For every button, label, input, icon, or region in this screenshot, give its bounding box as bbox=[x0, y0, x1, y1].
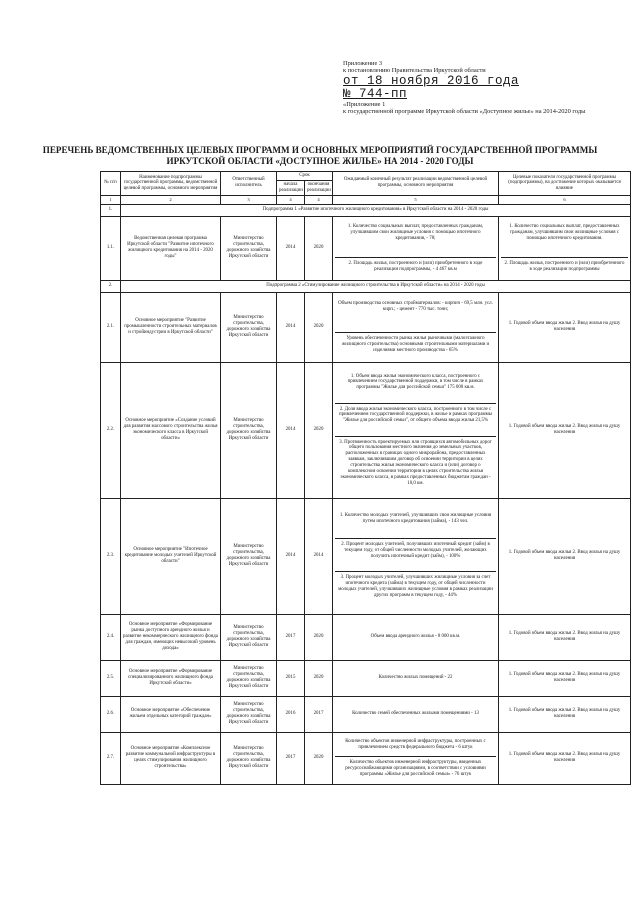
appendix-line: Приложение 3 bbox=[343, 60, 383, 67]
header-end: окончания реализации bbox=[305, 180, 333, 195]
header-indicators: Целевые показатели государственной программы (подпрограммы), на достижение которых оказывается влияние bbox=[499, 172, 631, 196]
table-row: 2.2. Основное мероприятие «Создание условий для развития массового строительства жилья экономического класса в Иркутской области» Министерство строительства, дорожного хозяйства Иркутской области 2014 2020 1. Объем ввода жилья экономического класса, построенного с привлечением государственной поддержки, в том числе в рамках программы "Жилье для российской семьи" 175 000 кв.м. 2. Доля ввода жилья экономического класса, построенного в том числе с привлечением государственной поддержки, в жилье и рамках программы "Жилье для российской семьи", от общего объема ввода жилья 21,5% 3. Протяженность проектируемых или строящихся автомобильных дорог общего пользования местного значения до земельных участков, расположенных в границах одного микрорайона, предоставленных заявкам, заключившим договор об освоении территории в целях строительства жилья экономического класса и (или) договор о комплексном освоении территории в целях строительства жилья экономического класса, в рамках предоставленных бюджетам граждан - 10,0 км. 1. Годовой объем ввода жилья 2. Ввод жилья на душу населения bbox=[101, 362, 631, 498]
appendix-line: к государственной программе Иркутской области «Доступное жилье» на 2014-2020 годы bbox=[343, 108, 586, 116]
header-executor: Ответственный исполнитель bbox=[221, 172, 277, 196]
table-row: 2.3. Основное мероприятие "Ипотечное кредитование молодых учителей Иркутской области" Министерство строительства, дорожного хозяйства Иркутской области 2014 2014 1. Количество молодых учителей, улучшивших свои жилищные условия путем ипотечного кредитования (займа), - 143 чел. 2. Процент молодых учителей, получивших ипотечный кредит (займ) в текущем году, от общей численности молодых учителей, желающих получить ипотечный кредит (займ), - 100% 3. Процент молодых учителей, улучшивших жилищные условия за счет ипотечного кредита (займа) в текущем году, от общей численности молодых учителей, улучшивших жилищные условия в рамках реализации других программ в текущем году, - 44% 1. Годовой объем ввода жилья 2. Ввод жилья на душу населения bbox=[101, 498, 631, 614]
header-start: начала реализации bbox=[277, 180, 305, 195]
table-row: 1.1. Ведомственная целевая программа Иркутской области "Развитие ипотечного жилищного кредитования на 2014 - 2020 годы" Министерство строительства, дорожного хозяйства Иркутской области 2014 2020 1. Количество социальных выплат, предоставленных гражданам, улучшившим свои жилищные условия с помощью ипотечного кредитования, - 78; 2. Площадь жилья, построенного и (или) приобретенного в ходе реализации подпрограммы, - 4 467 кв.м 1. Количество социальных выплат, предоставленных гражданам, улучшившим свои жилищные условия с помощью ипотечного кредитования. 2. Площадь жилья, построенного и (или) приобретенного в ходе реализации подпрограммы bbox=[101, 216, 631, 280]
appendix-line: «Приложение 1 bbox=[343, 100, 386, 108]
section-row: 2. Подпрограмма 2 «Стимулирование жилищного строительства в Иркутской области» на 2014 - 2020 годы bbox=[101, 280, 631, 292]
appendix-line: к постановлению Правительства Иркутской области bbox=[343, 67, 486, 75]
appendix-date: от 18 ноября 2016 года bbox=[343, 73, 520, 88]
table-row: 2.7. Основное мероприятие «Комплексное развитие коммунальной инфраструктуры в целях стимулирования жилищного строительства» Министерство строительства, дорожного хозяйства Иркутской области 2017 2020 Количество объектов инженерной инфраструктуры, построенных с привлечением средств федерального бюджета - 6 штук Количество объектов инженерной инфраструктуры, введенных ресурсоснабжающими организациями, в соответствии с условиями программы «Жилье для российской семьи» - 76 штук 1. Годовой объем ввода жилья 2. Ввод жилья на душу населения bbox=[101, 732, 631, 784]
header-name: Наименование подпрограммы государственной программы, ведомственной целевой программы, основного мероприятия bbox=[121, 172, 221, 196]
table-row: 2.5. Основное мероприятие «Формирование специализированного жилищного фонда Иркутской области» Министерство строительства, дорожного хозяйства Иркутской области 2015 2020 Количество жилых помещений - 22 1. Годовой объем ввода жилья 2. Ввод жилья на душу населения bbox=[101, 660, 631, 696]
appendix-number: № 744-пп bbox=[343, 86, 408, 101]
section-row: 1. Подпрограмма 1 «Развитие ипотечного жилищного кредитования» в Иркутской области на 2014 - 2020 годы bbox=[101, 204, 631, 216]
table-row: 2.6. Основное мероприятие «Обеспечение жильем отдельных категорий граждан» Министерство строительства, дорожного хозяйства Иркутской области 2016 2017 Количество семей обеспеченных жилыми помещениями - 13 1. Годовой объем ввода жилья 2. Ввод жилья на душу населения bbox=[101, 696, 631, 732]
appendix-block bbox=[343, 60, 633, 116]
column-numbers-row: 1 2 3 4 4 5 6 bbox=[101, 195, 631, 204]
header-num: № п/п bbox=[101, 172, 121, 196]
program-table bbox=[100, 171, 631, 785]
header-result: Ожидаемый конечный результат реализации ведомственной целевой программы, основного мероприятия bbox=[333, 172, 499, 196]
header-term: Срок bbox=[277, 172, 333, 181]
header-row bbox=[101, 172, 631, 181]
table-row: 2.4. Основное мероприятие «Формирование рынка доступного арендного жилья и развитие некоммерческого жилищного фонда для граждан, имеющих невысокий уровень дохода» Министерство строительства, дорожного хозяйства Иркутской области 2017 2020 Объем ввода арендного жилья - 8 000 кв.м. 1. Годовой объем ввода жилья 2. Ввод жилья на душу населения bbox=[101, 614, 631, 660]
document-title: ПЕРЕЧЕНЬ ВЕДОМСТВЕННЫХ ЦЕЛЕВЫХ ПРОГРАММ И ОСНОВНЫХ МЕРОПРИЯТИЙ ГОСУДАРСТВЕННОЙ ПРОГРАММЫ ИРКУТСКОЙ ОБЛАСТИ «ДОСТУПНОЕ ЖИЛЬЕ» НА 2014 - 2020 ГОДЫ bbox=[42, 145, 598, 166]
table-row: 2.1. Основное мероприятие "Развитие промышленности строительных материалов и стройиндустрии в Иркутской области" Министерство строительства, дорожного хозяйства Иркутской области 2014 2020 Объем производства основных стройматериалов: - кирпич - 69,5 млн. усл. кирп.; - цемент - 770 тыс. тонн; Уровень обеспеченности рынка жилья рыночными (малоэтажного жилищного строительства) основными строительными материалами и изделиями местного производства - 65% 1. Годовой объем ввода жилья 2. Ввод жилья на душу населения bbox=[101, 292, 631, 362]
